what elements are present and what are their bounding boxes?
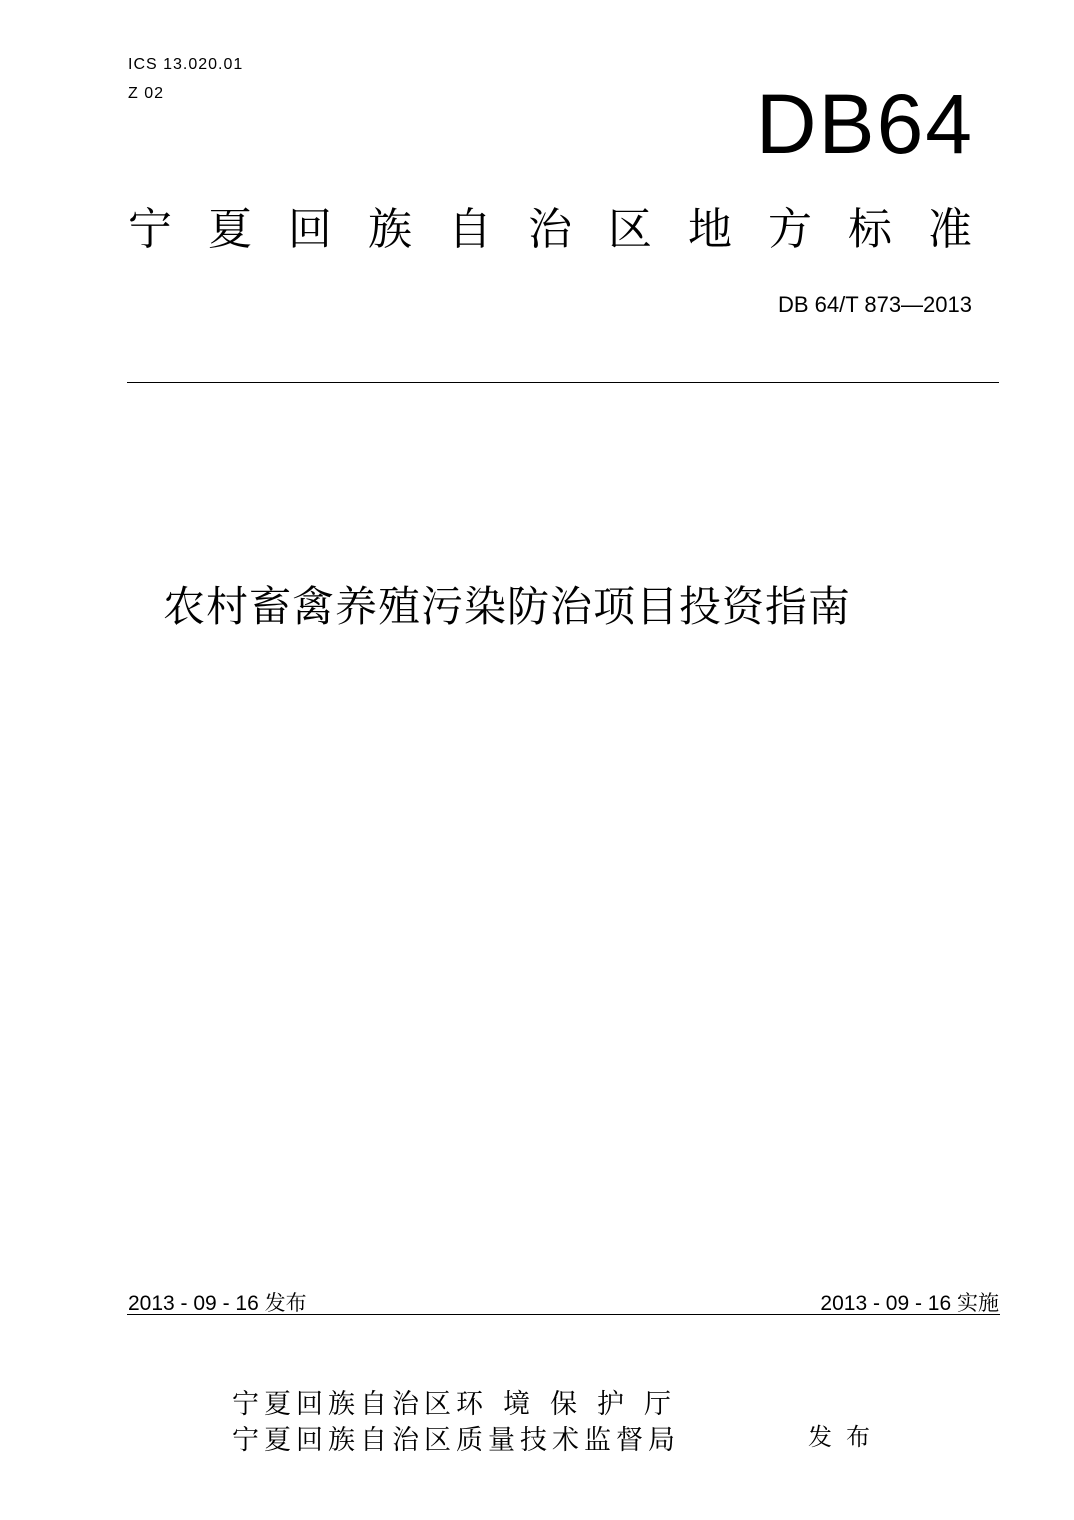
standard-mark: DB64 <box>755 77 974 171</box>
ccs-code: Z 02 <box>128 85 165 102</box>
issue-date: 2013 - 09 - 16 发布 <box>128 1292 307 1315</box>
standard-number: DB 64/T 873—2013 <box>777 292 972 317</box>
implementation-date: 2013 - 09 - 16 实施 <box>820 1292 999 1315</box>
issuer-1-prefix: 宁夏回族自治区 <box>232 1389 456 1420</box>
header-divider <box>127 382 999 383</box>
ics-code: ICS 13.020.01 <box>128 56 244 73</box>
standard-type-title: 宁夏回族自治区地方标准 <box>128 204 1008 255</box>
issuer-1-suffix: 环境保护厅 <box>456 1389 691 1420</box>
publish-label: 发布 <box>808 1423 884 1451</box>
issuer-environment-department <box>232 1382 691 1421</box>
footer-divider <box>127 1314 1000 1315</box>
issuer-quality-bureau: 宁夏回族自治区质量技术监督局 <box>232 1425 680 1456</box>
document-title: 农村畜禽养殖污染防治项目投资指南 <box>163 582 852 631</box>
